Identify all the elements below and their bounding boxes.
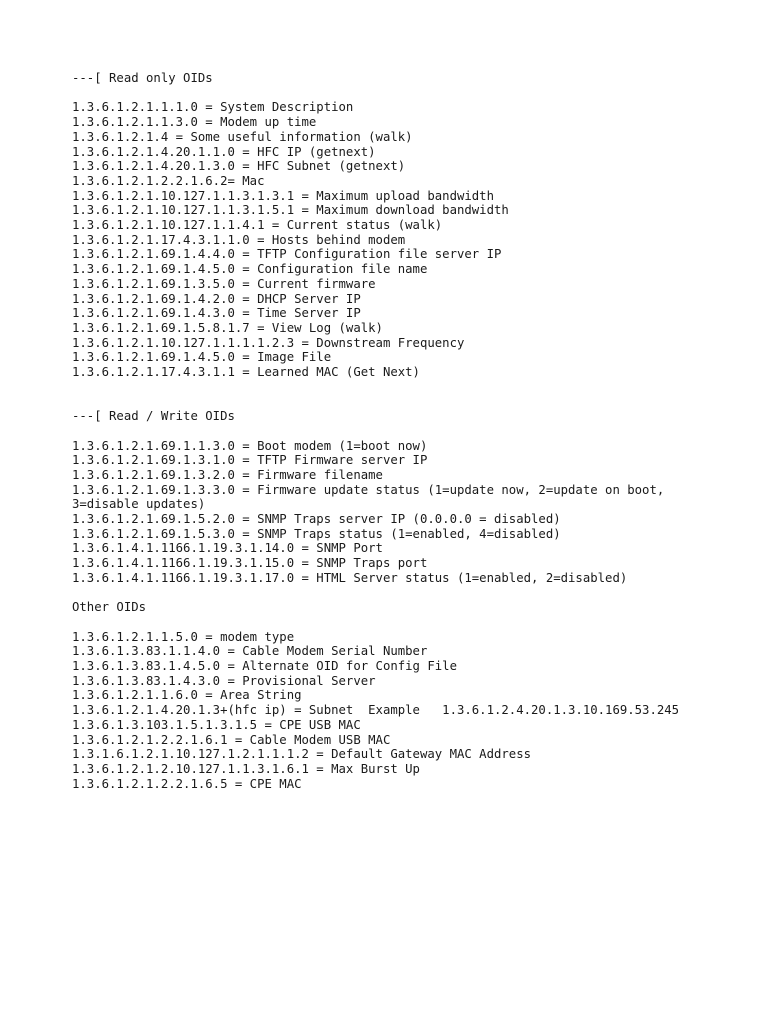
oid-line: 1.3.6.1.2.1.2.2.1.6.1 = Cable Modem USB MAC [72,732,391,747]
oid-line: 1.3.6.1.2.1.69.1.5.2.0 = SNMP Traps server IP (0.0.0.0 = disabled) [72,512,561,527]
oid-line: 1.3.6.1.2.1.69.1.3.3.0 = Firmware update status (1=update now, 2=update on boot, 3=disable updates) [72,482,665,512]
oid-line: 1.3.6.1.2.1.69.1.3.2.0 = Firmware filename [72,467,383,482]
oid-line: 1.3.6.1.2.1.10.127.1.1.4.1 = Current status (walk) [72,218,443,233]
oid-line: 1.3.6.1.3.83.1.4.3.0 = Provisional Server [72,673,376,688]
oid-line: 1.3.6.1.2.1.69.1.4.2.0 = DHCP Server IP [72,291,361,306]
oid-line: 1.3.1.6.1.2.1.10.127.1.2.1.1.1.2 = Default Gateway MAC Address [72,747,532,762]
oid-line: 1.3.6.1.2.1.1.5.0 = modem type [72,629,295,644]
oid-line: 1.3.6.1.2.1.10.127.1.1.1.1.2.3 = Downstream Frequency [72,335,465,350]
oid-line: 1.3.6.1.2.1.69.1.3.5.0 = Current firmware [72,276,376,291]
oid-line: 1.3.6.1.2.1.69.1.5.3.0 = SNMP Traps status (1=enabled, 4=disabled) [72,526,561,541]
oid-line: 1.3.6.1.2.1.4 = Some useful information (walk) [72,129,413,144]
section-other-oids [72,600,732,791]
oid-line: 1.3.6.1.2.1.17.4.3.1.1.0 = Hosts behind modem [72,232,406,247]
oid-line: 1.3.6.1.2.1.4.20.1.3.0 = HFC Subnet (getnext) [72,159,406,174]
oid-line: 1.3.6.1.2.1.69.1.5.8.1.7 = View Log (walk) [72,320,383,335]
oid-line: 1.3.6.1.2.1.69.1.4.3.0 = Time Server IP [72,306,361,321]
oid-line: 1.3.6.1.2.1.2.2.1.6.2= Mac [72,173,265,188]
oid-line: 1.3.6.1.2.1.10.127.1.1.3.1.5.1 = Maximum download bandwidth [72,203,509,218]
oid-list [72,100,732,379]
section-heading: Other OIDs [72,600,147,615]
oid-line: 1.3.6.1.3.103.1.5.1.3.1.5 = CPE USB MAC [72,717,361,732]
oid-line: 1.3.6.1.3.83.1.1.4.0 = Cable Modem Serial Number [72,644,428,659]
oid-list [72,630,732,792]
oid-list [72,439,732,586]
section-heading: ---[ Read / Write OIDs [72,409,235,424]
oid-line: 1.3.6.1.2.1.69.1.1.3.0 = Boot modem (1=boot now) [72,438,428,453]
oid-line: 1.3.6.1.2.1.69.1.4.5.0 = Configuration file name [72,262,428,277]
oid-line: 1.3.6.1.2.1.10.127.1.1.3.1.3.1 = Maximum upload bandwidth [72,188,494,203]
oid-line: 1.3.6.1.2.1.69.1.3.1.0 = TFTP Firmware server IP [72,453,428,468]
section-heading: ---[ Read only OIDs [72,71,213,85]
section-read-only-oids [72,71,732,380]
oid-line: 1.3.6.1.2.1.4.20.1.1.0 = HFC IP (getnext) [72,144,376,159]
oid-line: 1.3.6.1.2.1.1.3.0 = Modem up time [72,115,317,130]
document-page [72,71,732,791]
oid-line: 1.3.6.1.2.1.69.1.4.4.0 = TFTP Configuration file server IP [72,247,502,262]
oid-line: 1.3.6.1.4.1.1166.1.19.3.1.15.0 = SNMP Traps port [72,556,428,571]
oid-line: 1.3.6.1.2.1.69.1.4.5.0 = Image File [72,350,332,365]
oid-line: 1.3.6.1.2.1.4.20.1.3+(hfc ip) = Subnet Example 1.3.6.1.2.4.20.1.3.10.169.53.245 [72,703,680,718]
oid-line: 1.3.6.1.4.1.1166.1.19.3.1.17.0 = HTML Server status (1=enabled, 2=disabled) [72,570,628,585]
section-spacer [72,380,732,409]
oid-line: 1.3.6.1.4.1.1166.1.19.3.1.14.0 = SNMP Port [72,541,383,556]
oid-line: 1.3.6.1.3.83.1.4.5.0 = Alternate OID for Config File [72,659,457,674]
section-spacer [72,586,732,601]
section-read-write-oids [72,409,732,585]
oid-line: 1.3.6.1.2.1.17.4.3.1.1 = Learned MAC (Get Next) [72,365,420,380]
oid-line: 1.3.6.1.2.1.2.10.127.1.1.3.1.6.1 = Max Burst Up [72,761,420,776]
oid-line: 1.3.6.1.2.1.2.2.1.6.5 = CPE MAC [72,776,302,791]
oid-line: 1.3.6.1.2.1.1.6.0 = Area String [72,688,302,703]
oid-line: 1.3.6.1.2.1.1.1.0 = System Description [72,100,354,115]
